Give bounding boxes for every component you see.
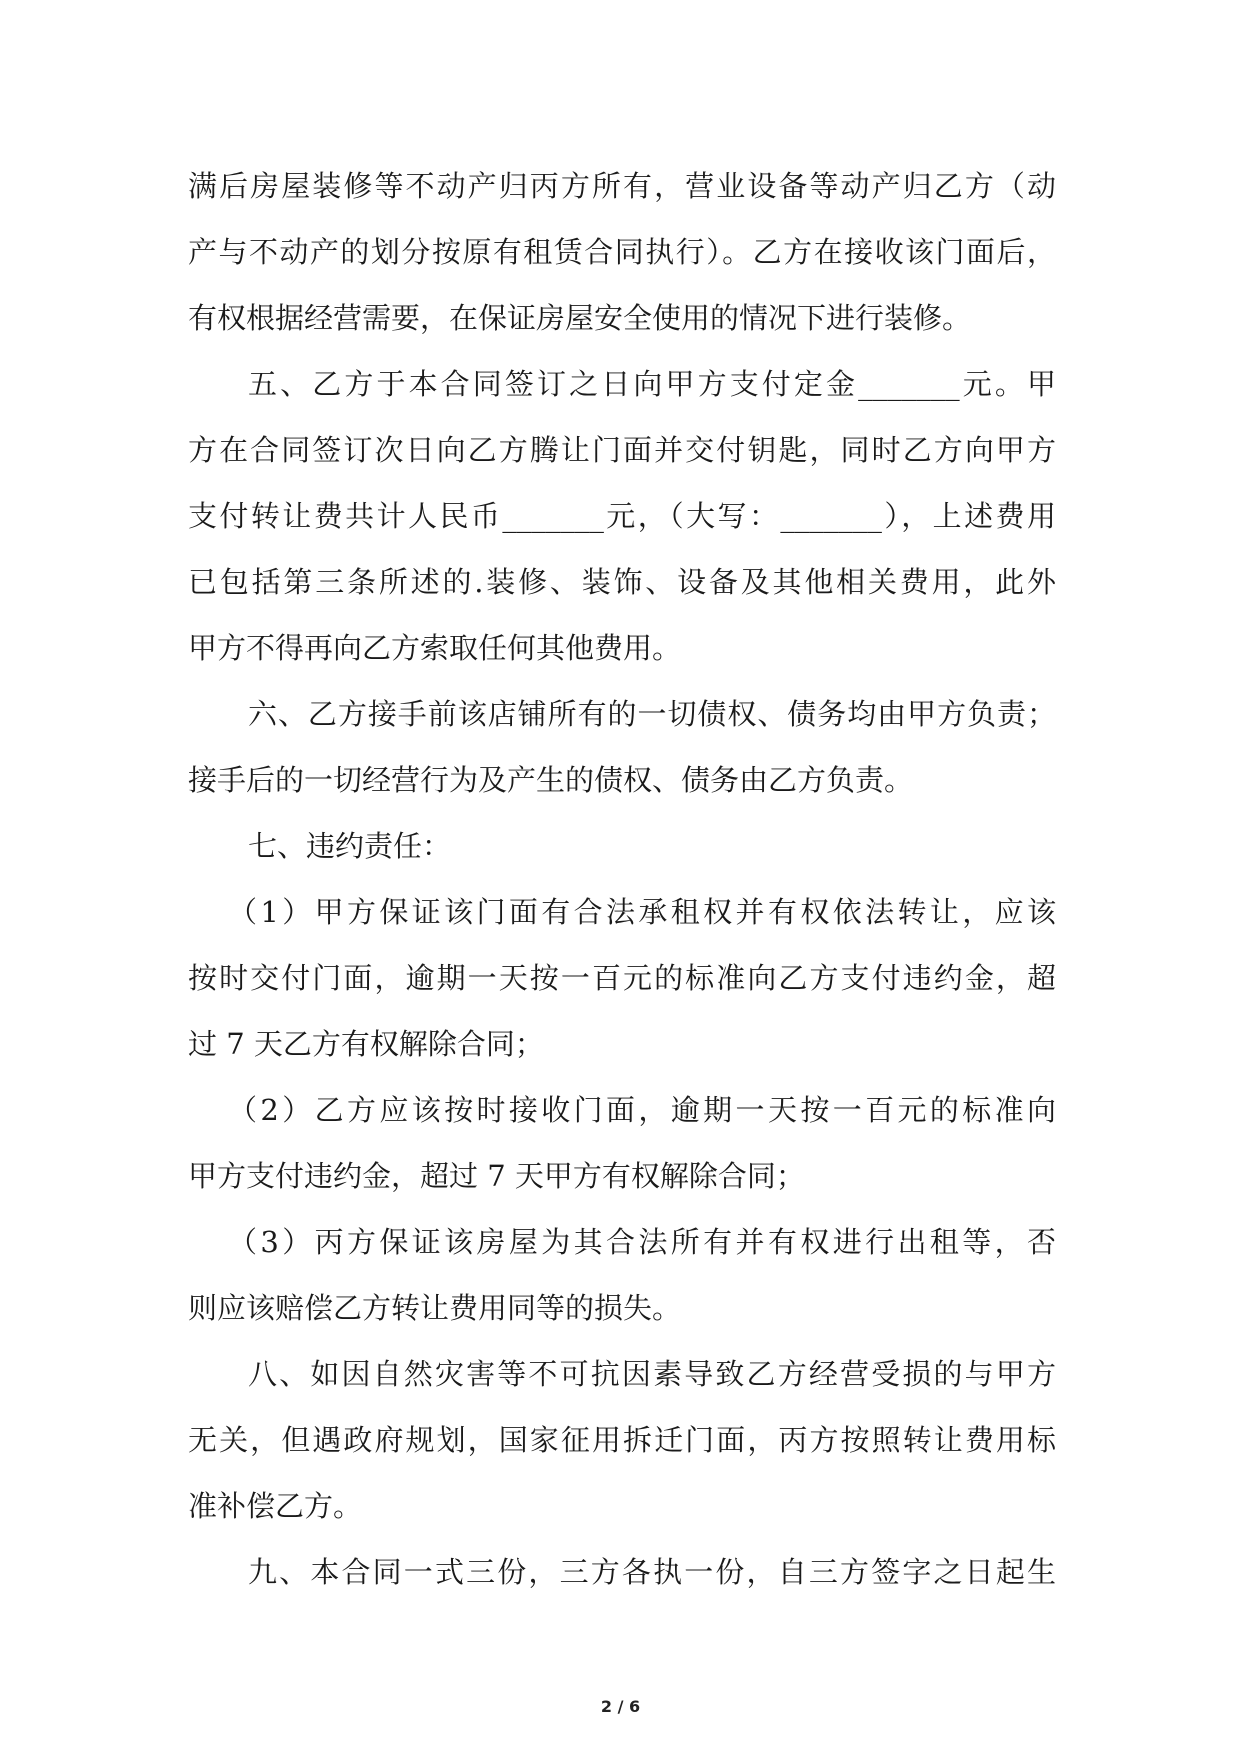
document-body bbox=[188, 156, 1056, 1608]
clause-5-line-3: 支付转让费共计人民币_______元，（大写：_______），上述费用 bbox=[188, 499, 1056, 533]
clause-7-item-3-line-2: 则应该赔偿乙方转让费用同等的损失。 bbox=[188, 1291, 682, 1325]
clause-7-item-1-line-3: 过 7 天乙方有权解除合同； bbox=[188, 1027, 544, 1061]
paragraph-1-line-3: 有权根据经营需要，在保证房屋安全使用的情况下进行装修。 bbox=[188, 301, 972, 335]
paragraph-1-line-1: 满后房屋装修等不动产归丙方所有，营业设备等动产归乙方（动 bbox=[188, 169, 1056, 203]
clause-7-item-3-line-1: （3）丙方保证该房屋为其合法所有并有权进行出租等，否 bbox=[228, 1225, 1056, 1259]
clause-7-item-1-line-1: （1）甲方保证该门面有合法承租权并有权依法转让，应该 bbox=[228, 895, 1056, 929]
clause-5-line-4: 已包括第三条所述的.装修、装饰、设备及其他相关费用，此外 bbox=[188, 565, 1056, 599]
clause-8-line-1: 八、如因自然灾害等不可抗因素导致乙方经营受损的与甲方 bbox=[248, 1357, 1056, 1391]
clause-9-line-1: 九、本合同一式三份，三方各执一份，自三方签字之日起生 bbox=[248, 1555, 1056, 1589]
clause-8-line-3: 准补偿乙方。 bbox=[188, 1489, 363, 1523]
clause-7-item-2-line-1: （2）乙方应该按时接收门面，逾期一天按一百元的标准向 bbox=[228, 1093, 1056, 1127]
clause-5-line-1: 五、乙方于本合同签订之日向甲方支付定金_______元。甲 bbox=[248, 367, 1056, 401]
clause-7-item-1-line-2: 按时交付门面，逾期一天按一百元的标准向乙方支付违约金，超 bbox=[188, 961, 1056, 995]
clause-7-item-2-line-2: 甲方支付违约金，超过 7 天甲方有权解除合同； bbox=[188, 1159, 805, 1193]
clause-6-line-1: 六、乙方接手前该店铺所有的一切债权、债务均由甲方负责； bbox=[248, 697, 1056, 731]
clause-5-line-5: 甲方不得再向乙方索取任何其他费用。 bbox=[188, 631, 682, 665]
clause-8-line-2: 无关，但遇政府规划，国家征用拆迁门面，丙方按照转让费用标 bbox=[188, 1423, 1056, 1457]
clause-6-line-2: 接手后的一切经营行为及产生的债权、债务由乙方负责。 bbox=[188, 763, 914, 797]
clause-7-heading: 七、违约责任： bbox=[248, 829, 452, 863]
clause-5-line-2: 方在合同签订次日向乙方腾让门面并交付钥匙，同时乙方向甲方 bbox=[188, 433, 1056, 467]
paragraph-1-line-2: 产与不动产的划分按原有租赁合同执行）。乙方在接收该门面后， bbox=[188, 235, 1056, 269]
page-number: 2 / 6 bbox=[600, 1697, 641, 1716]
